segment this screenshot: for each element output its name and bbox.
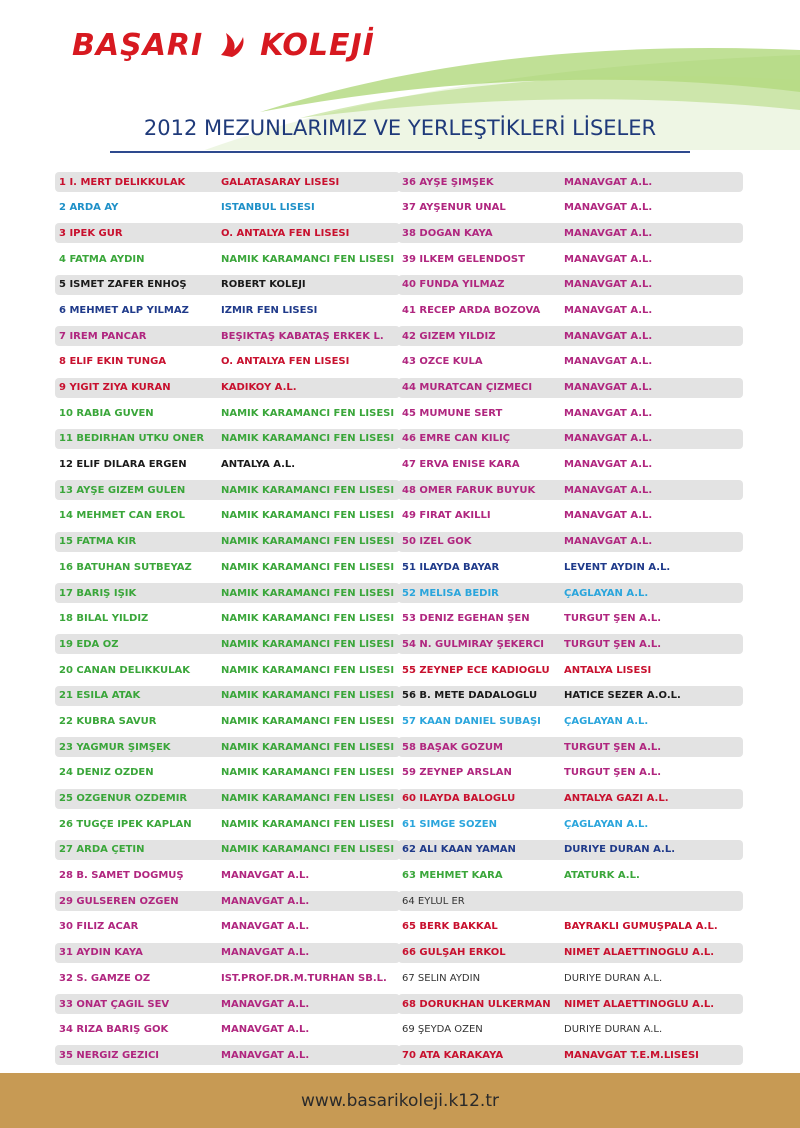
graduates-list-left xyxy=(55,172,400,1071)
placed-school: ROBERT KOLEJİ xyxy=(221,279,306,291)
placed-school: MANAVGAT A.L. xyxy=(564,253,653,265)
placed-school: MANAVGAT A.L. xyxy=(564,330,653,342)
graduate-name: 33 ONAT ÇAĞIL SEV xyxy=(59,998,170,1010)
list-item xyxy=(398,583,743,603)
list-item xyxy=(55,711,400,731)
graduate-name: 28 B. SAMET DOĞMUŞ xyxy=(59,870,184,882)
placed-school: NAMIK KARAMANCI FEN LİSESİ xyxy=(221,818,395,830)
list-item xyxy=(398,943,743,963)
placed-school: MANAVGAT A.L. xyxy=(564,202,653,214)
list-item xyxy=(398,763,743,783)
footer-bar xyxy=(0,1073,800,1128)
placed-school: ANTALYA LİSESİ xyxy=(564,664,652,676)
list-item xyxy=(398,275,743,295)
graduate-name: 46 EMRE CAN KILIÇ xyxy=(402,433,511,445)
placed-school: NAMIK KARAMANCI FEN LİSESİ xyxy=(221,561,395,573)
graduate-name: 53 DENİZ EGEHAN ŞEN xyxy=(402,613,530,625)
list-item xyxy=(398,198,743,218)
placed-school: NAMIK KARAMANCI FEN LİSESİ xyxy=(221,536,395,548)
graduate-name: 37 AYŞENUR ÜNAL xyxy=(402,202,506,214)
placed-school: NAMIK KARAMANCI FEN LİSESİ xyxy=(221,844,395,856)
graduate-name: 70 ATA KARAKAYA xyxy=(402,1049,504,1061)
list-item xyxy=(55,866,400,886)
list-item xyxy=(55,943,400,963)
graduate-name: 41 RECEP ARDA BOZOVA xyxy=(402,304,541,316)
graduate-name: 61 SİMGE SÖZEN xyxy=(402,818,497,830)
placed-school: MANAVGAT A.L. xyxy=(564,279,653,291)
placed-school: MANAVGAT A.L. xyxy=(564,382,653,393)
placed-school: MANAVGAT A.L. xyxy=(221,998,310,1010)
placed-school: NAMIK KARAMANCI FEN LİSESİ xyxy=(221,253,395,265)
logo-text-2: KOLEJİ xyxy=(260,28,375,63)
graduate-name: 57 KAAN DANİEL SUBAŞI xyxy=(402,715,541,727)
placed-school: NAMIK KARAMANCI FEN LİSESİ xyxy=(221,715,395,727)
graduate-name: 10 RABİA GÜVEN xyxy=(59,407,154,419)
placed-school: MANAVGAT A.L. xyxy=(564,407,653,419)
placed-school: TURGUT ŞEN A.L. xyxy=(564,741,662,753)
list-item xyxy=(398,866,743,886)
placed-school: TURGUT ŞEN A.L. xyxy=(564,613,662,625)
graduate-name: 4 FATMA AYDIN xyxy=(59,253,145,265)
graduate-name: 69 ŞEYDA ÖZEN xyxy=(402,1024,483,1036)
graduate-name: 42 GİZEM YILDIZ xyxy=(402,330,496,342)
list-item xyxy=(398,1045,743,1065)
graduate-name: 39 İLKEM GELENDOST xyxy=(402,253,525,265)
graduate-name: 9 YİĞİT ZİYA KURAN xyxy=(59,382,171,393)
graduate-name: 49 FIRAT AKILLI xyxy=(402,510,491,522)
page-title: 2012 MEZUNLARIMIZ VE YERLEŞTİKLERİ LİSELER xyxy=(143,116,657,140)
placed-school: Ö. ANTALYA FEN LİSESİ xyxy=(221,356,350,368)
list-item xyxy=(55,557,400,577)
graduate-name: 67 SELİN AYDIN xyxy=(402,972,481,984)
list-item xyxy=(55,917,400,937)
placed-school: ANTALYA A.L. xyxy=(221,459,296,471)
placed-school: MANAVGAT A.L. xyxy=(221,921,310,933)
placed-school: İST.PROF.DR.M.TURHAN SB.L. xyxy=(221,972,387,984)
list-item xyxy=(55,198,400,218)
list-item xyxy=(398,968,743,988)
list-item xyxy=(398,840,743,860)
list-item xyxy=(398,814,743,834)
list-item xyxy=(55,352,400,372)
placed-school: ÇAĞLAYAN A.L. xyxy=(564,818,649,830)
graduate-name: 25 ÖZGENUR ÖZDEMİR xyxy=(59,793,188,804)
placed-school: MANAVGAT A.L. xyxy=(564,227,653,239)
graduate-name: 30 FİLİZ ACAR xyxy=(59,921,139,933)
list-item xyxy=(398,634,743,654)
graduate-name: 58 BAŞAK GÖZÜM xyxy=(402,741,503,753)
list-item xyxy=(398,172,743,192)
placed-school: MANAVGAT A.L. xyxy=(221,1049,310,1061)
graduate-name: 44 MURATCAN ÇİZMECİ xyxy=(402,382,533,393)
graduate-name: 47 ERVA ENİSE KARA xyxy=(402,459,520,471)
placed-school: MANAVGAT A.L. xyxy=(564,433,653,445)
list-item xyxy=(398,1020,743,1040)
graduate-name: 56 B. METE DADALOĞLU xyxy=(402,690,538,702)
list-item xyxy=(55,814,400,834)
graduate-name: 8 ELİF EKİN TUNGA xyxy=(59,356,167,368)
placed-school: DÜRİYE DURAN A.L. xyxy=(564,844,676,856)
graduate-name: 45 MÜMÜNE SERT xyxy=(402,407,503,419)
placed-school: NAMIK KARAMANCI FEN LİSESİ xyxy=(221,613,395,625)
graduate-name: 26 TUĞÇE İPEK KAPLAN xyxy=(59,818,192,830)
list-item xyxy=(55,172,400,192)
list-item xyxy=(55,840,400,860)
placed-school: NAMIK KARAMANCI FEN LİSESİ xyxy=(221,638,395,650)
list-item xyxy=(398,737,743,757)
graduate-name: 1 İ. MERT DELİKKULAK xyxy=(59,176,186,188)
list-item xyxy=(398,223,743,243)
list-item xyxy=(55,891,400,911)
graduate-name: 7 İREM PANCAR xyxy=(59,330,147,342)
graduate-name: 21 ESİLA ATAK xyxy=(59,690,141,702)
graduate-name: 18 BİLAL YILDIZ xyxy=(59,613,149,625)
placed-school: NAMIK KARAMANCI FEN LİSESİ xyxy=(221,793,395,804)
placed-school: NAMIK KARAMANCI FEN LİSESİ xyxy=(221,767,395,779)
placed-school: BEŞİKTAŞ KABATAŞ ERKEK L. xyxy=(221,330,384,342)
list-item xyxy=(398,891,743,911)
list-item xyxy=(398,429,743,449)
graduate-name: 59 ZEYNEP ARSLAN xyxy=(402,767,512,779)
graduate-name: 66 GÜLŞAH ERKOL xyxy=(402,947,506,959)
list-item xyxy=(55,763,400,783)
placed-school: ATATÜRK A.L. xyxy=(564,870,640,882)
list-item xyxy=(398,994,743,1014)
title-divider xyxy=(110,151,690,153)
placed-school: NAMIK KARAMANCI FEN LİSESİ xyxy=(221,510,395,522)
placed-school: DÜRİYE DURAN A.L. xyxy=(564,1024,663,1036)
placed-school: TURGUT ŞEN A.L. xyxy=(564,767,662,779)
list-item xyxy=(55,634,400,654)
list-item xyxy=(398,326,743,346)
list-item xyxy=(55,789,400,809)
placed-school: MANAVGAT A.L. xyxy=(221,895,310,907)
school-logo xyxy=(72,28,375,63)
list-item xyxy=(398,711,743,731)
placed-school: NAMIK KARAMANCI FEN LİSESİ xyxy=(221,741,395,753)
list-item xyxy=(398,609,743,629)
graduate-name: 14 MEHMET CAN EROL xyxy=(59,510,185,522)
placed-school: İSTANBUL LİSESİ xyxy=(221,202,315,214)
graduate-name: 40 FUNDA YILMAZ xyxy=(402,279,505,291)
placed-school: MANAVGAT A.L. xyxy=(564,536,653,548)
placed-school: MANAVGAT A.L. xyxy=(221,870,310,882)
placed-school: MANAVGAT A.L. xyxy=(564,356,653,368)
graduate-name: 16 BATUHAN SÜTBEYAZ xyxy=(59,561,192,573)
list-item xyxy=(55,609,400,629)
graduate-name: 36 AYŞE ŞİMŞEK xyxy=(402,176,494,188)
graduate-name: 17 BARIŞ IŞIK xyxy=(59,587,137,599)
graduate-name: 60 İLAYDA BALOĞLU xyxy=(402,793,516,804)
list-item xyxy=(55,223,400,243)
graduate-name: 50 İZEL GÖK xyxy=(402,536,472,548)
graduate-name: 15 FATMA KIR xyxy=(59,536,137,548)
placed-school: NAMIK KARAMANCI FEN LİSESİ xyxy=(221,587,395,599)
graduate-name: 65 BERK BAKKAL xyxy=(402,921,498,933)
graduate-name: 55 ZEYNEP ECE KADIOĞLU xyxy=(402,664,550,676)
graduate-name: 3 İPEK GÜR xyxy=(59,227,123,239)
list-item xyxy=(398,378,743,398)
placed-school: ANTALYA GAZİ A.L. xyxy=(564,793,669,804)
placed-school: ÇAĞLAYAN A.L. xyxy=(564,715,649,727)
list-item xyxy=(55,660,400,680)
list-item xyxy=(55,1020,400,1040)
placed-school: MANAVGAT A.L. xyxy=(564,304,653,316)
graduate-name: 13 AYŞE GİZEM GÜLEN xyxy=(59,484,186,496)
placed-school: NİMET ALAETTİNOĞLU A.L. xyxy=(564,998,715,1010)
list-item xyxy=(55,1045,400,1065)
placed-school: NAMIK KARAMANCI FEN LİSESİ xyxy=(221,433,395,445)
list-item xyxy=(55,403,400,423)
placed-school: LEVENT AYDIN A.L. xyxy=(564,561,671,573)
list-item xyxy=(55,968,400,988)
list-item xyxy=(55,429,400,449)
list-item xyxy=(398,532,743,552)
graduate-name: 64 EYLÜL ER xyxy=(402,895,465,907)
graduate-name: 22 KÜBRA SAVUR xyxy=(59,715,157,727)
graduate-name: 68 DORUKHAN ÜLKERMAN xyxy=(402,998,551,1010)
list-item xyxy=(55,326,400,346)
graduate-name: 52 MELİSA BEDİR xyxy=(402,587,499,599)
graduate-name: 23 YAĞMUR ŞİMŞEK xyxy=(59,741,171,753)
list-item xyxy=(55,480,400,500)
logo-flame-icon xyxy=(217,29,247,59)
list-item xyxy=(398,300,743,320)
graduate-name: 19 EDA ÖZ xyxy=(59,638,119,650)
graduate-name: 32 S. GAMZE ÖZ xyxy=(59,972,151,984)
list-item xyxy=(398,917,743,937)
graduate-name: 38 DOĞAN KAYA xyxy=(402,227,493,239)
graduate-name: 24 DENİZ ÖZDEN xyxy=(59,767,154,779)
list-item xyxy=(55,994,400,1014)
placed-school: MANAVGAT A.L. xyxy=(564,176,653,188)
list-item xyxy=(55,455,400,475)
placed-school: KADIKÖY A.L. xyxy=(221,382,297,393)
list-item xyxy=(55,583,400,603)
list-item xyxy=(55,506,400,526)
graduate-name: 11 BEDİRHAN UTKU ÖNER xyxy=(59,433,205,445)
placed-school: MANAVGAT A.L. xyxy=(221,1024,310,1036)
list-item xyxy=(55,378,400,398)
list-item xyxy=(398,789,743,809)
graduate-name: 51 İLAYDA BAYAR xyxy=(402,561,500,573)
graduate-name: 31 AYDIN KAYA xyxy=(59,947,143,959)
placed-school: NAMIK KARAMANCI FEN LİSESİ xyxy=(221,407,395,419)
list-item xyxy=(398,455,743,475)
placed-school: DÜRİYE DURAN A.L. xyxy=(564,972,663,984)
list-item xyxy=(398,403,743,423)
graduate-name: 20 CANAN DELİKKULAK xyxy=(59,664,190,676)
placed-school: MANAVGAT A.L. xyxy=(564,484,653,496)
placed-school: GALATASARAY LİSESİ xyxy=(221,176,340,188)
placed-school: NİMET ALAETTİNOĞLU A.L. xyxy=(564,947,715,959)
graduate-name: 34 RIZA BARIŞ GÖK xyxy=(59,1024,169,1036)
graduate-name: 6 MEHMET ALP YILMAZ xyxy=(59,304,189,316)
placed-school: Ö. ANTALYA FEN LİSESİ xyxy=(221,227,350,239)
placed-school: HATİCE SEZER A.Ö.L. xyxy=(564,690,681,702)
logo-text-1: BAŞARI xyxy=(72,28,204,63)
graduate-name: 48 ÖMER FARUK BÜYÜK xyxy=(402,484,536,496)
graduate-name: 29 GÜLSEREN ÖZGEN xyxy=(59,895,179,907)
list-item xyxy=(398,557,743,577)
graduate-name: 54 N. GÜLMİRAY ŞEKERCİ xyxy=(402,638,544,650)
placed-school: NAMIK KARAMANCI FEN LİSESİ xyxy=(221,690,395,702)
graduate-name: 62 ALİ KAAN YAMAN xyxy=(402,844,516,856)
list-item xyxy=(398,480,743,500)
placed-school: NAMIK KARAMANCI FEN LİSESİ xyxy=(221,484,395,496)
placed-school: İZMİR FEN LİSESİ xyxy=(221,304,318,316)
list-item xyxy=(55,532,400,552)
website-url: www.basarikoleji.k12.tr xyxy=(301,1090,499,1111)
placed-school: BAYRAKLI GÜMÜŞPALA A.L. xyxy=(564,921,718,933)
placed-school: MANAVGAT T.E.M.LİSESİ xyxy=(564,1049,699,1061)
placed-school: MANAVGAT A.L. xyxy=(564,510,653,522)
list-item xyxy=(398,249,743,269)
list-item xyxy=(398,686,743,706)
list-item xyxy=(55,686,400,706)
graduate-name: 5 İSMET ZAFER ENHOŞ xyxy=(59,279,187,291)
placed-school: MANAVGAT A.L. xyxy=(564,459,653,471)
graduates-list-right xyxy=(398,172,743,1071)
list-item xyxy=(398,352,743,372)
graduate-name: 43 ÖZCE KULA xyxy=(402,356,483,368)
list-item xyxy=(55,275,400,295)
placed-school: ÇAĞLAYAN A.L. xyxy=(564,587,649,599)
list-item xyxy=(398,660,743,680)
graduate-name: 12 ELİF DİLARA ERGEN xyxy=(59,459,187,471)
graduate-name: 35 NERGİZ GEZİCİ xyxy=(59,1049,160,1061)
graduate-name: 27 ARDA ÇETİN xyxy=(59,844,145,856)
placed-school: TURGUT ŞEN A.L. xyxy=(564,638,662,650)
list-item xyxy=(55,300,400,320)
placed-school: MANAVGAT A.L. xyxy=(221,947,310,959)
list-item xyxy=(55,737,400,757)
graduate-name: 2 ARDA AY xyxy=(59,202,119,214)
list-item xyxy=(398,506,743,526)
placed-school: NAMIK KARAMANCI FEN LİSESİ xyxy=(221,664,395,676)
list-item xyxy=(55,249,400,269)
graduate-name: 63 MEHMET KARA xyxy=(402,870,503,882)
